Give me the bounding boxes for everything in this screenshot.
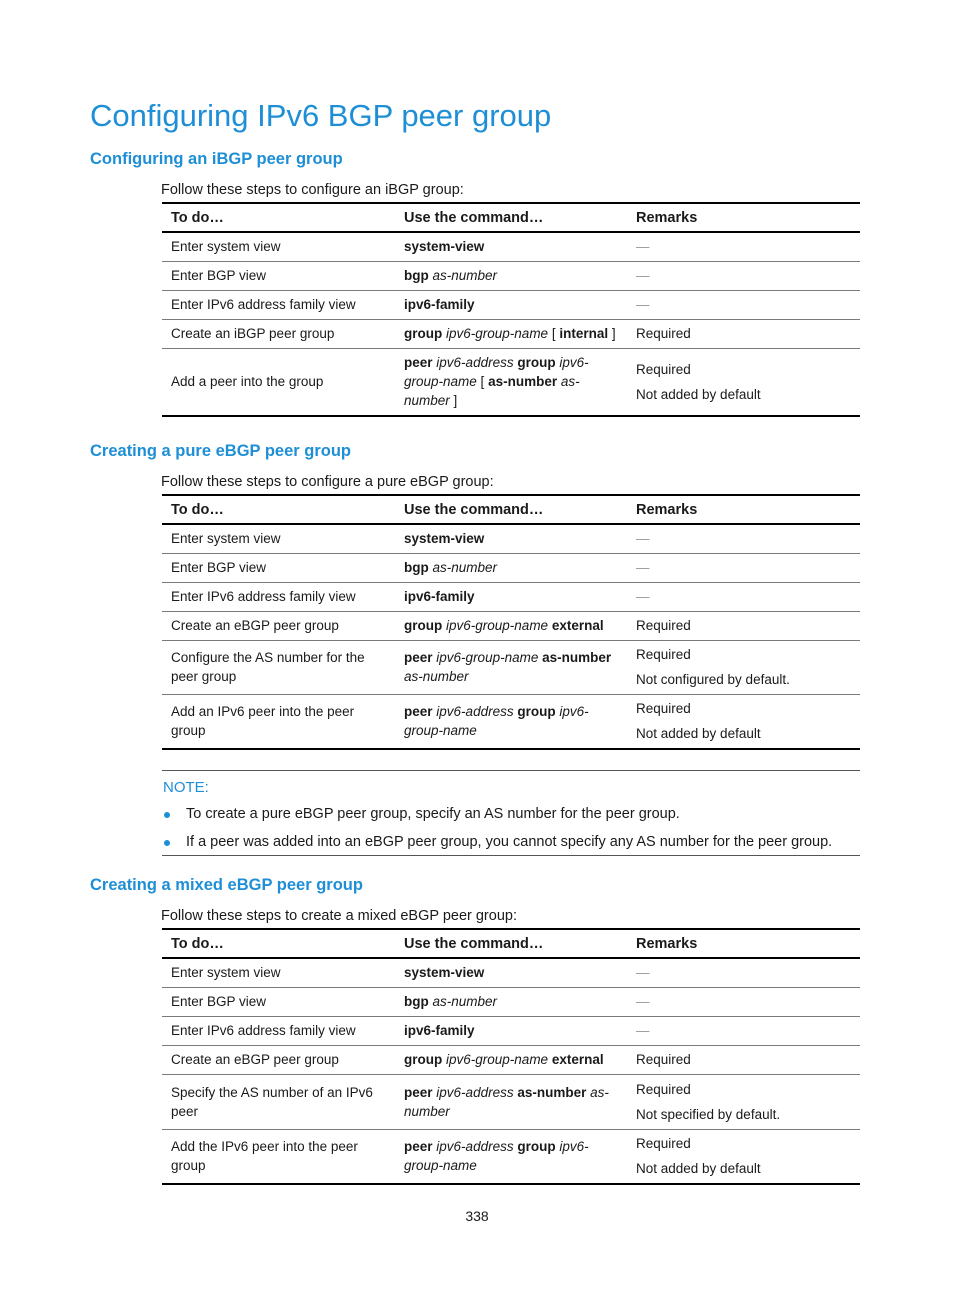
remarks-cell bbox=[627, 1016, 860, 1045]
command-keyword: system-view bbox=[404, 965, 485, 981]
command-argument: as-number bbox=[404, 1084, 609, 1119]
command-text: ] bbox=[449, 393, 458, 409]
command-argument: ipv6-group-name bbox=[436, 650, 539, 665]
remarks-dash: — bbox=[636, 588, 650, 604]
table-row bbox=[162, 1129, 860, 1184]
remarks-cell bbox=[627, 261, 860, 290]
command-cell bbox=[395, 958, 627, 987]
table-row bbox=[162, 553, 860, 582]
header-remarks: Remarks bbox=[627, 929, 860, 958]
command-keyword: group bbox=[517, 1139, 556, 1155]
remarks-cell bbox=[627, 348, 860, 416]
table-row bbox=[162, 1045, 860, 1074]
todo-cell: Enter BGP view bbox=[162, 987, 395, 1016]
remarks-line: Required bbox=[636, 326, 691, 341]
command-cell bbox=[395, 1016, 627, 1045]
table-row bbox=[162, 987, 860, 1016]
remarks-cell bbox=[627, 290, 860, 319]
remarks-line: Required bbox=[636, 1081, 691, 1097]
command-table-pure-ebgp bbox=[162, 494, 860, 750]
note-item bbox=[162, 806, 832, 834]
table-row bbox=[162, 611, 860, 640]
command-table-ibgp bbox=[162, 202, 860, 417]
note-list bbox=[162, 806, 832, 862]
table-header-row bbox=[162, 495, 860, 524]
command-keyword: group bbox=[517, 355, 556, 371]
remarks-dash: — bbox=[636, 296, 650, 312]
remarks-cell bbox=[627, 611, 860, 640]
table-row bbox=[162, 290, 860, 319]
command-keyword: group bbox=[517, 704, 556, 720]
table-row bbox=[162, 958, 860, 987]
command-keyword: bgp bbox=[404, 994, 429, 1009]
todo-cell: Enter BGP view bbox=[162, 553, 395, 582]
command-keyword: external bbox=[551, 1052, 604, 1067]
remarks-dash: — bbox=[636, 239, 650, 254]
table-header-row bbox=[162, 203, 860, 232]
table-row bbox=[162, 232, 860, 261]
command-cell bbox=[395, 582, 627, 611]
remarks-line: Required bbox=[636, 1052, 691, 1067]
command-keyword: bgp bbox=[404, 560, 429, 575]
note-item bbox=[162, 834, 832, 862]
bullet-icon bbox=[164, 840, 170, 846]
command-cell bbox=[395, 232, 627, 261]
table-header-row bbox=[162, 929, 860, 958]
todo-cell: Enter IPv6 address family view bbox=[162, 290, 395, 319]
todo-cell: Enter BGP view bbox=[162, 261, 395, 290]
table-row bbox=[162, 694, 860, 749]
command-cell bbox=[395, 290, 627, 319]
command-argument: ipv6-address bbox=[436, 1139, 514, 1155]
table-row bbox=[162, 348, 860, 416]
remarks-dash: — bbox=[636, 559, 650, 575]
todo-cell: Enter IPv6 address family view bbox=[162, 582, 395, 611]
remarks-line: Not configured by default. bbox=[636, 672, 790, 687]
command-keyword: peer bbox=[404, 1139, 433, 1155]
page-title: Configuring IPv6 BGP peer group bbox=[90, 98, 552, 133]
command-cell bbox=[395, 694, 627, 749]
note-box bbox=[162, 770, 860, 856]
remarks-cell bbox=[627, 1129, 860, 1184]
header-todo: To do… bbox=[162, 495, 395, 524]
remarks-cell bbox=[627, 582, 860, 611]
remarks-cell bbox=[627, 1045, 860, 1074]
command-argument: ipv6-group-name bbox=[446, 618, 549, 633]
remarks-cell bbox=[627, 319, 860, 348]
command-text: [ bbox=[548, 326, 560, 341]
command-cell bbox=[395, 987, 627, 1016]
command-cell bbox=[395, 640, 627, 694]
table-row bbox=[162, 261, 860, 290]
command-cell bbox=[395, 1129, 627, 1184]
command-keyword: peer bbox=[404, 704, 433, 720]
command-argument: as-number bbox=[404, 669, 469, 684]
header-todo: To do… bbox=[162, 929, 395, 958]
header-remarks: Remarks bbox=[627, 495, 860, 524]
command-keyword: ipv6-family bbox=[404, 297, 475, 312]
header-command: Use the command… bbox=[395, 929, 627, 958]
command-argument: ipv6-address bbox=[436, 704, 514, 720]
remarks-line: Not added by default bbox=[636, 386, 761, 402]
note-label: NOTE: bbox=[163, 779, 209, 796]
command-argument: ipv6-group-name bbox=[446, 326, 549, 341]
command-argument: as-number bbox=[432, 268, 498, 283]
table-row bbox=[162, 319, 860, 348]
remarks-line: Not specified by default. bbox=[636, 1106, 781, 1122]
table-row bbox=[162, 582, 860, 611]
command-cell bbox=[395, 611, 627, 640]
command-text: ] bbox=[608, 326, 616, 341]
command-keyword: as-number bbox=[542, 650, 612, 665]
command-text: [ bbox=[476, 374, 489, 390]
table-row bbox=[162, 1016, 860, 1045]
todo-cell: Enter system view bbox=[162, 958, 395, 987]
header-todo: To do… bbox=[162, 203, 395, 232]
todo-cell: Create an eBGP peer group bbox=[162, 1045, 395, 1074]
todo-cell: Enter system view bbox=[162, 232, 395, 261]
command-keyword: internal bbox=[559, 326, 609, 341]
command-argument: ipv6-address bbox=[436, 1084, 514, 1100]
command-cell bbox=[395, 261, 627, 290]
command-keyword: bgp bbox=[404, 268, 429, 283]
command-cell bbox=[395, 1074, 627, 1129]
command-keyword: as-number bbox=[517, 1084, 587, 1100]
table-row bbox=[162, 640, 860, 694]
command-keyword: peer bbox=[404, 650, 433, 665]
command-argument: as-number bbox=[432, 560, 498, 575]
bullet-icon bbox=[164, 812, 170, 818]
table-row bbox=[162, 1074, 860, 1129]
command-cell bbox=[395, 524, 627, 553]
command-keyword: system-view bbox=[404, 531, 485, 547]
command-cell bbox=[395, 348, 627, 416]
remarks-dash: — bbox=[636, 531, 650, 546]
command-cell bbox=[395, 553, 627, 582]
remarks-line: Required bbox=[636, 618, 691, 633]
remarks-cell bbox=[627, 232, 860, 261]
todo-cell: Enter IPv6 address family view bbox=[162, 1016, 395, 1045]
note-item-text: If a peer was added into an eBGP peer group, you cannot specify any AS number for the peer group. bbox=[186, 834, 833, 850]
command-argument: ipv6-group-name bbox=[404, 355, 589, 390]
remarks-cell bbox=[627, 640, 860, 694]
section-intro-pure-ebgp: Follow these steps to configure a pure eBGP group: bbox=[161, 474, 494, 490]
command-keyword: group bbox=[404, 1052, 443, 1067]
header-command: Use the command… bbox=[395, 203, 627, 232]
remarks-dash: — bbox=[636, 1022, 650, 1038]
remarks-line: Required bbox=[636, 361, 691, 377]
remarks-dash: — bbox=[636, 965, 650, 980]
page-number: 338 bbox=[465, 1208, 489, 1224]
command-argument: ipv6-group-name bbox=[404, 704, 589, 739]
command-argument: ipv6-group-name bbox=[446, 1052, 549, 1067]
remarks-cell bbox=[627, 1074, 860, 1129]
command-argument: as-number bbox=[404, 374, 580, 409]
remarks-line: Not added by default bbox=[636, 1161, 761, 1177]
section-title-pure-ebgp: Creating a pure eBGP peer group bbox=[90, 442, 352, 460]
note-item-text: To create a pure eBGP peer group, specify an AS number for the peer group. bbox=[186, 806, 680, 822]
command-keyword: ipv6-family bbox=[404, 1023, 475, 1038]
section-title-mixed-ebgp: Creating a mixed eBGP peer group bbox=[90, 876, 363, 894]
command-keyword: external bbox=[551, 618, 604, 633]
command-keyword: peer bbox=[404, 355, 433, 371]
command-keyword: group bbox=[404, 326, 443, 341]
remarks-line: Not added by default bbox=[636, 726, 761, 742]
remarks-cell bbox=[627, 958, 860, 987]
remarks-line: Required bbox=[636, 701, 691, 717]
todo-cell: Create an eBGP peer group bbox=[162, 611, 395, 640]
todo-cell: Specify the AS number of an IPv6 peer bbox=[162, 1074, 395, 1129]
remarks-line: Required bbox=[636, 1136, 691, 1152]
section-title-ibgp: Configuring an iBGP peer group bbox=[90, 150, 343, 168]
remarks-dash: — bbox=[636, 267, 650, 283]
remarks-cell bbox=[627, 694, 860, 749]
command-table-mixed-ebgp bbox=[162, 928, 860, 1185]
table-row bbox=[162, 524, 860, 553]
command-keyword: group bbox=[404, 618, 443, 633]
header-remarks: Remarks bbox=[627, 203, 860, 232]
command-keyword: ipv6-family bbox=[404, 589, 475, 604]
command-argument: ipv6-group-name bbox=[404, 1139, 589, 1174]
section-intro-mixed-ebgp: Follow these steps to create a mixed eBGP peer group: bbox=[161, 908, 517, 924]
remarks-line: Required bbox=[636, 647, 691, 662]
remarks-cell bbox=[627, 553, 860, 582]
remarks-cell bbox=[627, 987, 860, 1016]
command-keyword: system-view bbox=[404, 239, 485, 255]
command-cell bbox=[395, 319, 627, 348]
command-argument: as-number bbox=[432, 994, 498, 1009]
command-argument: ipv6-address bbox=[436, 355, 514, 371]
todo-cell: Add a peer into the group bbox=[162, 348, 395, 416]
todo-cell: Add an IPv6 peer into the peer group bbox=[162, 694, 395, 749]
command-keyword: peer bbox=[404, 1084, 433, 1100]
todo-cell: Add the IPv6 peer into the peer group bbox=[162, 1129, 395, 1184]
todo-cell: Enter system view bbox=[162, 524, 395, 553]
section-intro-ibgp: Follow these steps to configure an iBGP group: bbox=[161, 182, 464, 198]
command-cell bbox=[395, 1045, 627, 1074]
remarks-dash: — bbox=[636, 993, 650, 1009]
todo-cell: Create an iBGP peer group bbox=[162, 319, 395, 348]
command-keyword: as-number bbox=[488, 374, 558, 390]
header-command: Use the command… bbox=[395, 495, 627, 524]
remarks-cell bbox=[627, 524, 860, 553]
todo-cell: Configure the AS number for the peer group bbox=[162, 640, 395, 694]
